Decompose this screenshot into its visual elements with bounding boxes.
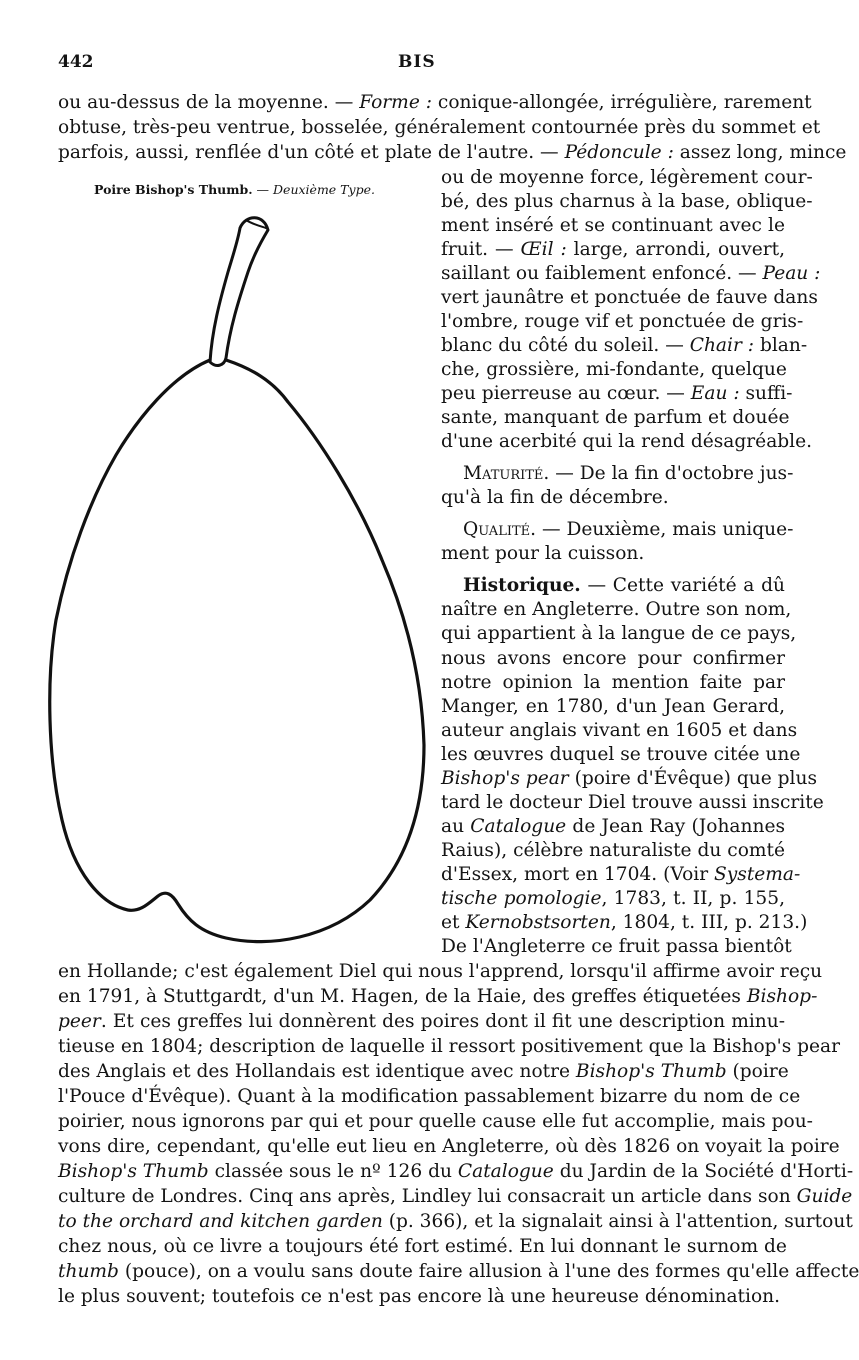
text-line: qu'à la fin de décembre. [441, 487, 669, 508]
text-line: blanc du côté du soleil. — Chair : blan- [441, 335, 808, 356]
text-line: tard le docteur Diel trouve aussi inscrite [441, 792, 824, 813]
pear-outline-icon [40, 200, 430, 950]
text-line: ment pour la cuisson. [441, 543, 645, 564]
pear-stem [210, 218, 268, 366]
text-line: nous avons encore pour confirmer [441, 648, 785, 669]
text-line: fruit. — Œil : large, arrondi, ouvert, [441, 239, 785, 260]
text-line: auteur anglais vivant en 1605 et dans [441, 720, 798, 741]
text-line: obtuse, très-peu ventrue, bosselée, généralement contournée près du sommet et [58, 117, 821, 138]
text-line: d'une acerbité qui la rend désagréable. [441, 431, 813, 452]
figure-caption: Poire Bishop's Thumb. — Deuxième Type. [94, 182, 375, 197]
text-line: Raius), célèbre naturaliste du comté [441, 840, 785, 861]
text-line: poirier, nous ignorons par qui et pour quelle cause elle fut accomplie, mais pou- [58, 1111, 813, 1132]
text-line: les œuvres duquel se trouve citée une [441, 744, 801, 765]
text-line: d'Essex, mort en 1704. (Voir Systema- [441, 864, 801, 885]
text-line: saillant ou faiblement enfoncé. — Peau : [441, 263, 821, 284]
page-header [58, 52, 760, 76]
text-line: tische pomologie, 1783, t. II, p. 155, [441, 888, 786, 909]
text-line: culture de Londres. Cinq ans après, Lindley lui consacrait un article dans son Guide [58, 1186, 853, 1207]
text-line: peer. Et ces greffes lui donnèrent des poires dont il fit une description minu- [58, 1011, 785, 1032]
text-line: l'ombre, rouge vif et ponctuée de gris- [441, 311, 804, 332]
qualite-paragraph: Qualité. — Deuxième, mais unique- [463, 519, 794, 540]
text-line: sante, manquant de parfum et douée [441, 407, 790, 428]
running-head: BIS [398, 52, 436, 72]
historique-paragraph: Historique. — Cette variété a dû [463, 575, 785, 596]
text-line: chez nous, où ce livre a toujours été fort estimé. En lui donnant le surnom de [58, 1236, 787, 1257]
text-line: en Hollande; c'est également Diel qui nous l'apprend, lorsqu'il affirme avoir reçu [58, 961, 823, 982]
text-line: bé, des plus charnus à la base, oblique- [441, 191, 813, 212]
text-line: et Kernobstsorten, 1804, t. III, p. 213.) [441, 912, 808, 933]
text-line: en 1791, à Stuttgardt, d'un M. Hagen, de la Haie, des greffes étiquetées Bishop- [58, 986, 818, 1007]
text-line: ou au-dessus de la moyenne. — Forme : conique-allongée, irrégulière, rarement [58, 92, 812, 113]
text-line: naître en Angleterre. Outre son nom, [441, 599, 792, 620]
text-line: qui appartient à la langue de ce pays, [441, 623, 797, 644]
text-line: to the orchard and kitchen garden (p. 366), et la signalait ainsi à l'attention, surtout [58, 1211, 853, 1232]
page-number: 442 [58, 52, 94, 72]
text-line: l'Pouce d'Évêque). Quant à la modification passablement bizarre du nom de ce [58, 1086, 801, 1107]
text-line: des Anglais et des Hollandais est identique avec notre Bishop's Thumb (poire [58, 1061, 789, 1082]
text-line: parfois, aussi, renflée d'un côté et plate de l'autre. — Pédoncule : assez long, mince [58, 142, 847, 163]
text-line: che, grossière, mi-fondante, quelque [441, 359, 787, 380]
maturite-paragraph: Maturité. — De la fin d'octobre jus- [463, 463, 794, 484]
text-line: le plus souvent; toutefois ce n'est pas encore là une heureuse dénomination. [58, 1286, 781, 1307]
text-line: thumb (pouce), on a voulu sans doute faire allusion à l'une des formes qu'elle affecte [58, 1261, 859, 1282]
text-line: vert jaunâtre et ponctuée de fauve dans [441, 287, 818, 308]
text-line: Manger, en 1780, d'un Jean Gerard, [441, 696, 785, 717]
text-line: au Catalogue de Jean Ray (Johannes [441, 816, 785, 837]
text-line: tieuse en 1804; description de laquelle il ressort positivement que la Bishop's pear [58, 1036, 841, 1057]
text-line: ou de moyenne force, légèrement cour- [441, 167, 813, 188]
text-line: peu pierreuse au cœur. — Eau : suffi- [441, 383, 793, 404]
text-line: vons dire, cependant, qu'elle eut lieu en Angleterre, où dès 1826 on voyait la poire [58, 1136, 840, 1157]
text-line: De l'Angleterre ce fruit passa bientôt [441, 936, 792, 957]
text-line: Bishop's Thumb classée sous le nº 126 du Catalogue du Jardin de la Société d'Horti- [58, 1161, 854, 1182]
pear-body [50, 360, 424, 942]
text-line: Bishop's pear (poire d'Évêque) que plus [441, 768, 817, 789]
text-line: notre opinion la mention faite par [441, 672, 785, 693]
text-line: ment inséré et se continuant avec le [441, 215, 785, 236]
